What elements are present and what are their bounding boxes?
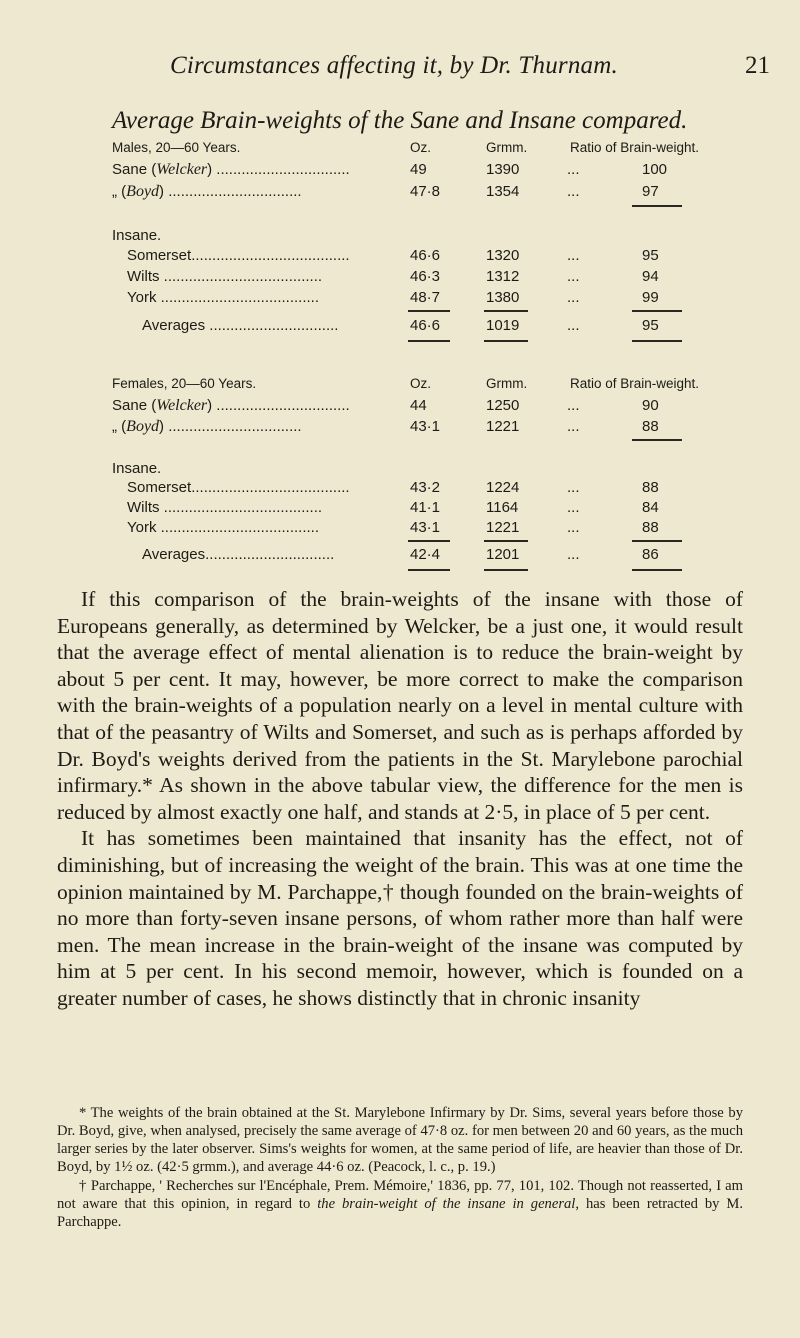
table-row bbox=[112, 289, 732, 309]
oz-cell: 47·8 bbox=[410, 183, 441, 200]
sum-rule-oz bbox=[408, 540, 450, 542]
row-label: York ...................................... bbox=[127, 519, 320, 536]
table-row bbox=[112, 479, 732, 499]
grmm-cell: 1380 bbox=[486, 289, 520, 306]
end-rule-ratio bbox=[632, 569, 682, 571]
grmm-cell: 1224 bbox=[486, 479, 520, 496]
table-row bbox=[112, 247, 732, 267]
group-header: Females, 20—60 Years. bbox=[112, 376, 257, 391]
grmm-cell: 1320 bbox=[486, 247, 520, 264]
ratio-cell: 88 bbox=[642, 479, 659, 496]
end-rule-oz bbox=[408, 340, 450, 342]
averages-row bbox=[112, 546, 732, 566]
oz-cell: 44 bbox=[410, 397, 427, 414]
leader-dots: ... bbox=[567, 183, 580, 200]
leader-dots: ... bbox=[567, 317, 580, 334]
oz-cell: 46·6 bbox=[410, 317, 441, 334]
oz-cell: 43·2 bbox=[410, 479, 441, 496]
running-header bbox=[170, 52, 770, 92]
oz-cell: 43·1 bbox=[410, 418, 441, 435]
ratio-cell: 88 bbox=[642, 519, 659, 536]
leader-dots: ... bbox=[567, 397, 580, 414]
row-label: Wilts ...................................... bbox=[127, 268, 323, 285]
table-row bbox=[112, 268, 732, 288]
sum-rule-grmm bbox=[484, 540, 528, 542]
row-label: Averages............................... bbox=[142, 546, 335, 563]
males-table bbox=[112, 140, 732, 390]
table-row bbox=[112, 161, 732, 181]
table-row bbox=[112, 397, 732, 417]
insane-label: Insane. bbox=[112, 227, 162, 244]
end-rule-grmm bbox=[484, 569, 528, 571]
leader-dots: ... bbox=[567, 546, 580, 563]
insane-label-row bbox=[112, 227, 732, 247]
body-text bbox=[57, 586, 743, 1012]
grmm-cell: 1019 bbox=[486, 317, 520, 334]
grmm-cell: 1312 bbox=[486, 268, 520, 285]
col-ratio-header: Ratio of Brain-weight. bbox=[570, 140, 700, 155]
grmm-cell: 1221 bbox=[486, 519, 520, 536]
table-row bbox=[112, 418, 732, 438]
oz-cell: 48·7 bbox=[410, 289, 441, 306]
grmm-cell: 1221 bbox=[486, 418, 520, 435]
oz-cell: 46·6 bbox=[410, 247, 441, 264]
ratio-cell: 97 bbox=[642, 183, 659, 200]
paragraph: It has sometimes been maintained that insanity has the effect, not of diminishing, but of increasing the weight of the brain. This was at one time the opinion maintained by M. Parchappe,† though founded on the brain-weights of no more than forty-seven insane persons, of whom rather more than half were men. The mean increase in the brain-weight of the insane was computed by him at 5 per cent. In his second memoir, however, which is founded on a greater number of cases, he shows distinctly that in chronic insanity bbox=[57, 826, 743, 1010]
sum-rule-grmm bbox=[484, 310, 528, 312]
ratio-cell: 86 bbox=[642, 546, 659, 563]
leader-dots: ... bbox=[567, 289, 580, 306]
end-rule-oz bbox=[408, 569, 450, 571]
ratio-rule bbox=[632, 439, 682, 441]
footnote: * The weights of the brain obtained at the St. Marylebone Infirmary by Dr. Sims, several years before those by Dr. Boyd, give, when analysed, precisely the same average of 47·8 oz. for men between 20 and 60 years, as the much larger series by the later observer. Sims's weights for women, at the same period of life, are heavier than those of Dr. Boyd, by 1½ oz. (42·5 grmm.), and average 44·6 oz. (Peacock, l. c., p. 19.) bbox=[57, 1105, 743, 1175]
ratio-cell: 99 bbox=[642, 289, 659, 306]
table-row bbox=[112, 519, 732, 539]
leader-dots: ... bbox=[567, 479, 580, 496]
averages-row bbox=[112, 317, 732, 337]
row-label: „ (Boyd) ................................ bbox=[112, 418, 302, 435]
col-grmm-header: Grmm. bbox=[486, 140, 528, 155]
running-title: Circumstances affecting it, by Dr. Thurnam. bbox=[170, 52, 618, 79]
leader-dots: ... bbox=[567, 247, 580, 264]
grmm-cell: 1354 bbox=[486, 183, 520, 200]
footnotes bbox=[57, 1104, 743, 1232]
paragraph: If this comparison of the brain-weights of the insane with those of Europeans generally, as determined by Welcker, be a just one, it would result that the average effect of mental alienation is to reduce the brain-weight by about 5 per cent. It may, however, be more correct to make the comparison with the brain-weights of a population nearly on a level in mental culture with that of the peasantry of Wilts and Somerset, and such as is perhaps afforded by Dr. Boyd's weights derived from the patients in the St. Marylebone parochial infirmary.* As shown in the above tabular view, the difference for the men is reduced by almost exactly one half, and stands at 2·5, in place of 5 per cent. bbox=[57, 587, 743, 824]
page-number: 21 bbox=[745, 52, 770, 79]
group-header: Males, 20—60 Years. bbox=[112, 140, 241, 155]
females-table bbox=[112, 376, 732, 586]
row-label: Somerset...................................... bbox=[127, 479, 350, 496]
section-title: Average Brain-weights of the Sane and Insane compared. bbox=[112, 107, 688, 134]
insane-label-row bbox=[112, 460, 732, 480]
row-label: York ...................................... bbox=[127, 289, 320, 306]
end-rule-grmm bbox=[484, 340, 528, 342]
sum-rule-oz bbox=[408, 310, 450, 312]
ratio-cell: 90 bbox=[642, 397, 659, 414]
grmm-cell: 1250 bbox=[486, 397, 520, 414]
row-label: Averages ............................... bbox=[142, 317, 339, 334]
leader-dots: ... bbox=[567, 418, 580, 435]
ratio-cell: 100 bbox=[642, 161, 668, 178]
col-oz-header: Oz. bbox=[410, 140, 432, 155]
col-grmm-header: Grmm. bbox=[486, 376, 528, 391]
row-label: Somerset...................................... bbox=[127, 247, 350, 264]
table-row bbox=[112, 499, 732, 519]
sum-rule-ratio bbox=[632, 310, 682, 312]
females-header-row bbox=[112, 376, 732, 396]
table-row bbox=[112, 183, 732, 203]
ratio-cell: 88 bbox=[642, 418, 659, 435]
ratio-rule bbox=[632, 205, 682, 207]
oz-cell: 42·4 bbox=[410, 546, 441, 563]
leader-dots: ... bbox=[567, 519, 580, 536]
ratio-cell: 84 bbox=[642, 499, 659, 516]
row-label: Wilts ...................................... bbox=[127, 499, 323, 516]
col-oz-header: Oz. bbox=[410, 376, 432, 391]
oz-cell: 43·1 bbox=[410, 519, 441, 536]
row-label: Sane (Welcker) ................................ bbox=[112, 161, 350, 178]
end-rule-ratio bbox=[632, 340, 682, 342]
leader-dots: ... bbox=[567, 268, 580, 285]
sum-rule-ratio bbox=[632, 540, 682, 542]
ratio-cell: 95 bbox=[642, 317, 659, 334]
ratio-cell: 94 bbox=[642, 268, 659, 285]
leader-dots: ... bbox=[567, 499, 580, 516]
males-header-row bbox=[112, 140, 732, 160]
grmm-cell: 1164 bbox=[486, 499, 519, 516]
ratio-cell: 95 bbox=[642, 247, 659, 264]
oz-cell: 41·1 bbox=[410, 499, 441, 516]
oz-cell: 46·3 bbox=[410, 268, 441, 285]
footnote: † Parchappe, ' Recherches sur l'Encéphale, Prem. Mémoire,' 1836, pp. 77, 101, 102. Though not reasserted, I am not aware that this opinion, in regard to the brain-weight of the insane in general, has been retracted by M. Parchappe. bbox=[57, 1178, 743, 1230]
insane-label: Insane. bbox=[112, 460, 162, 477]
row-label: Sane (Welcker) ................................ bbox=[112, 397, 350, 414]
row-label: „ (Boyd) ................................ bbox=[112, 183, 302, 200]
leader-dots: ... bbox=[567, 161, 580, 178]
grmm-cell: 1201 bbox=[486, 546, 520, 563]
oz-cell: 49 bbox=[410, 161, 427, 178]
col-ratio-header: Ratio of Brain-weight. bbox=[570, 376, 700, 391]
grmm-cell: 1390 bbox=[486, 161, 520, 178]
